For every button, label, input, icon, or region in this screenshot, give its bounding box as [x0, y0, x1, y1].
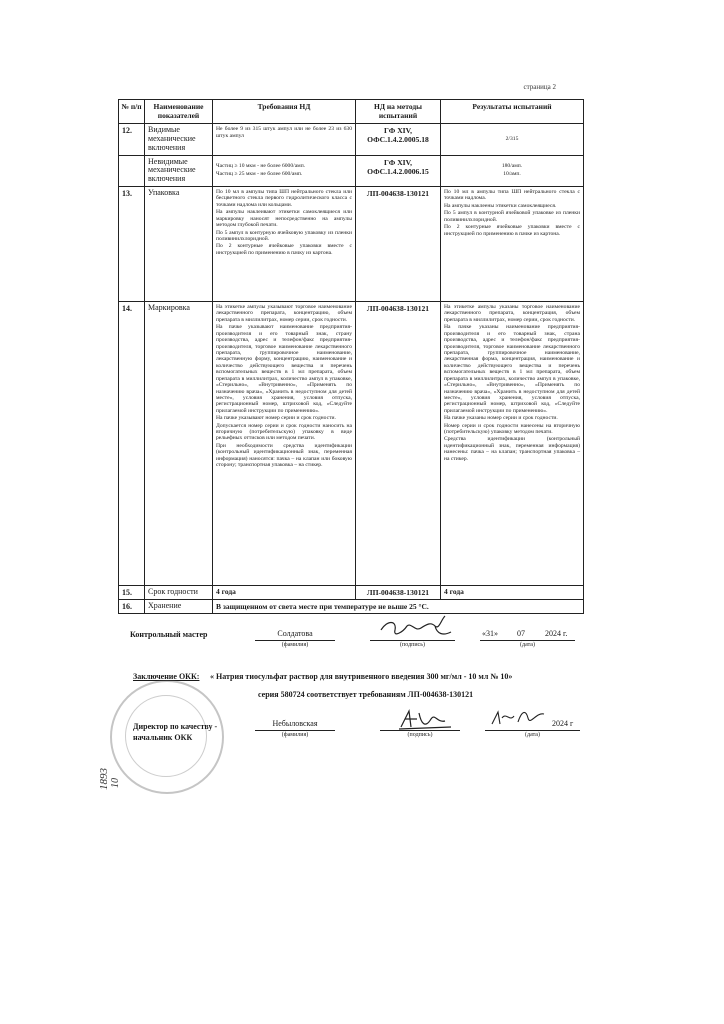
- req-text: Частиц ≥ 25 мкм - не более 600/амп.: [216, 170, 303, 177]
- req-text: На ампулы наклеивают этикетки самоклеящиеся или маркировку наносят непосредственно на ампулы методом глубокой печати.: [216, 209, 352, 229]
- row-name: Невидимые механические включения: [145, 155, 213, 186]
- row-num: 14.: [119, 302, 145, 586]
- master-surname-caption: (фамилия): [281, 642, 309, 648]
- table-row: [119, 302, 584, 586]
- conclusion-label: Заключение ОКК:: [133, 672, 200, 681]
- master-surname-line: [255, 640, 335, 641]
- row-requirements: [213, 124, 356, 155]
- table-header-row: [119, 100, 584, 124]
- table-row: [119, 600, 584, 614]
- master-date-caption: (дата): [520, 642, 535, 648]
- row-name: Видимые механические включения: [145, 124, 213, 155]
- director-date-year: 2024 г: [552, 719, 574, 728]
- row-name: Упаковка: [145, 187, 213, 302]
- table-row: [119, 124, 584, 155]
- header-requirements: Требования НД: [213, 100, 356, 124]
- req-text: По 10 мл в ампулы типа ШП нейтрального стекла или бесцветного стекла первого гидролитического класса с точками надлома или кольцами.: [216, 189, 352, 208]
- master-date-month: 07: [517, 629, 525, 638]
- master-signature-caption: (подпись): [400, 642, 425, 648]
- row-requirements: 4 года: [213, 586, 356, 600]
- row-nd: ГФ XIV, ОФС.1.4.2.0006.15: [356, 155, 441, 186]
- req-text: По 2 контурные ячейковые упаковки вместе с инструкцией по применению в пачку из картона.: [216, 243, 352, 256]
- res-text: Средства идентификации (контрольный идентификационный знак, переменная информация) нанесены: пачка – на клапан; транспортная упаковка – на стикер.: [444, 436, 580, 462]
- master-signature: [375, 612, 455, 642]
- margin-handwritten-number: 1893: [98, 768, 110, 790]
- req-text: На пачке указывают номер серии и срок годности.: [216, 415, 336, 422]
- row-nd: ЛП-004638-130121: [356, 586, 441, 600]
- row-nd: ГФ XIV, ОФС.1.4.2.0005.18: [356, 124, 441, 155]
- row-name: Срок годности: [145, 586, 213, 600]
- row-results: [441, 187, 584, 302]
- row-requirements: [213, 302, 356, 586]
- header-num: № п/п: [119, 100, 145, 124]
- director-date-handwritten: [488, 706, 548, 730]
- master-date-day: «31»: [482, 629, 498, 638]
- page-number-label: страница 2: [523, 83, 556, 91]
- res-text: 180/амп.: [501, 163, 523, 170]
- row-requirements: [213, 155, 356, 186]
- master-surname: Солдатова: [277, 629, 313, 638]
- row-num: 12.: [119, 124, 145, 155]
- row-name: Маркировка: [145, 302, 213, 586]
- master-date-line: [480, 640, 575, 641]
- row-results: [441, 124, 584, 155]
- res-text: На пачке указаны наименование предприятия-производителя и его товарный знак, страна производства, адрес и телефон/факс предприятия-производителя, торговое наименование лекарственного препарата, группировочное наименование, лекарственная форма, концентрация, наименование и количество действующего вещества и перечень вспомогательных веществ в 1 мл препарата, объем препарата в миллилитрах, количество ампул в упаковке, «Стерильно», «Внутривенно», «Применять по назначению врача», «Хранить в недоступном для детей месте», условия хранения, условия отпуска, регистрационный номер, штриховой код, «Следуйте прилагаемой инструкции по применению».: [444, 324, 580, 414]
- director-surname-line: [255, 730, 335, 731]
- row-nd: ЛП-004638-130121: [356, 302, 441, 586]
- res-text: По 10 мл в ампулы типа ШП нейтрального стекла с точками надлома.: [444, 189, 580, 202]
- table-row: [119, 155, 584, 186]
- specification-table: [118, 99, 584, 614]
- storage-conditions: В защищенном от света месте при температуре не выше 25 °С.: [213, 600, 584, 614]
- row-num: 16.: [119, 600, 145, 614]
- director-date-caption: (дата): [525, 732, 540, 738]
- margin-handwritten-number-2: 10: [110, 778, 121, 788]
- res-text: Номер серии и срок годности нанесены на вторичную (потребительскую) упаковку методом печати.: [444, 422, 580, 436]
- conclusion-product: « Натрия тиосульфат раствор для внутривенного введения 300 мг/мл - 10 мл № 10»: [210, 672, 513, 681]
- header-results: Результаты испытаний: [441, 100, 584, 124]
- master-signature-line: [370, 640, 455, 641]
- res-text: 2/315: [505, 135, 519, 142]
- director-surname: Небыловская: [272, 719, 318, 728]
- row-name: Хранение: [145, 600, 213, 614]
- res-text: На этикетке ампулы указаны торговое наименование лекарственного препарата, концентрация, объем препарата в миллилитрах, номер серии, срок годности.: [444, 304, 580, 323]
- req-text: Не более 9 из 315 штук ампул или не более 23 из 630 штук ампул: [216, 126, 352, 139]
- req-text: Допускается номер серии и срок годности наносить на вторичную (потребительскую) упаковку в виде рельефных оттисков или методом печати.: [216, 422, 352, 442]
- row-num: 13.: [119, 187, 145, 302]
- row-num: [119, 155, 145, 186]
- conclusion-line2: серия 580724 соответствует требованиям ЛП-004638-130121: [258, 690, 474, 699]
- res-text: На ампулы наклеены этикетки самоклеящиеся.: [444, 202, 557, 209]
- row-results: [441, 155, 584, 186]
- header-test-methods: НД на методы испытаний: [356, 100, 441, 124]
- res-text: По 2 контурные ячейковые упаковки вместе с инструкцией по применению в пачке из картона.: [444, 224, 580, 237]
- master-label: Контрольный мастер: [130, 630, 208, 639]
- director-signature-line: [380, 730, 460, 731]
- director-label-line1: Директор по качеству -: [133, 722, 218, 731]
- director-date-line: [485, 730, 580, 731]
- req-text: По 5 ампул в контурную ячейковую упаковку из пленки поливинилхлоридной.: [216, 229, 352, 242]
- director-signature: [395, 705, 455, 733]
- res-text: На пачке указаны номер серии и срок годности.: [444, 415, 558, 422]
- director-surname-caption: (фамилия): [281, 732, 309, 738]
- row-num: 15.: [119, 586, 145, 600]
- req-text: Частиц ≥ 10 мкм - не более 6000/амп.: [216, 163, 306, 170]
- res-text: По 5 ампул в контурной ячейковой упаковке из пленки поливинилхлоридной.: [444, 210, 580, 223]
- req-text: На пачке указывают наименование предприятия-производителя и его товарный знак, страну производства, адрес и телефон/факс предприятия-производителя, торговое наименование лекарственного препарата, группировочное наименование, лекарственную форму, концентрацию, наименование и количество действующего вещества и перечень вспомогательных веществ в 1 мл препарата, объем препарата в миллилитрах, количество ампул в упаковке, «Стерильно», «Внутривенно», «Применять по назначению врача», «Хранить в недоступном для детей месте», условия хранения, условия отпуска, регистрационный номер, штриховой код, «Следуйте прилагаемой инструкции по применению».: [216, 324, 352, 414]
- row-results: [441, 302, 584, 586]
- row-nd: ЛП-004638-130121: [356, 187, 441, 302]
- res-text: 10/амп.: [503, 170, 521, 177]
- director-label-line2: начальник ОКК: [133, 733, 193, 742]
- director-signature-caption: (подпись): [407, 732, 433, 738]
- req-text: На этикетке ампулы указывают торговое наименование лекарственного препарата, концентрацию, объем препарата в миллилитрах, номер серии, срок годности.: [216, 304, 352, 323]
- table-row: [119, 586, 584, 600]
- req-text: При необходимости средства идентификации (контрольный идентификационный знак, переменная информация) наносятся: пачка – на клапан или боковую сторону; транспортная упаковка – на стикер.: [216, 442, 352, 469]
- table-row: [119, 187, 584, 302]
- row-results: 4 года: [441, 586, 584, 600]
- header-name: Наименование показателей: [145, 100, 213, 124]
- row-requirements: [213, 187, 356, 302]
- master-date-year: 2024 г.: [545, 629, 568, 638]
